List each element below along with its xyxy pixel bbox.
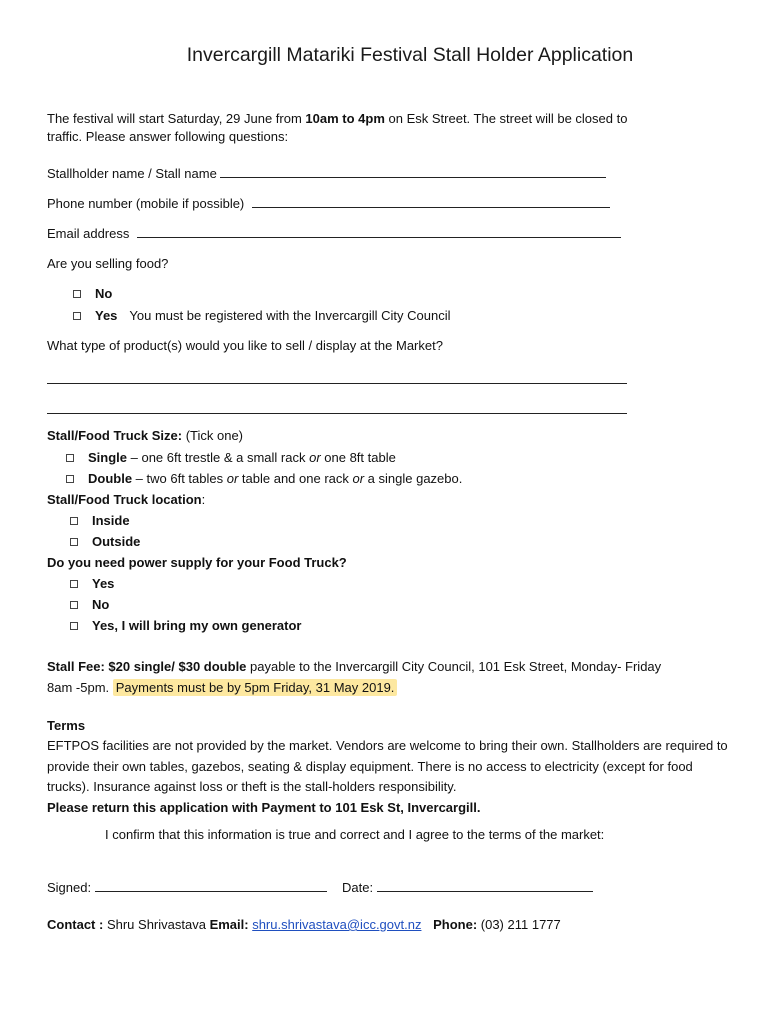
intro-time: 10am to 4pm — [305, 111, 385, 126]
contact-name: Shru Shrivastava — [103, 917, 210, 932]
contact-label: Contact : — [47, 917, 104, 932]
size-hint: (Tick one) — [182, 428, 243, 443]
signed-label: Signed: — [47, 880, 92, 895]
signature-field[interactable] — [47, 878, 327, 895]
location-heading — [47, 492, 205, 507]
option-label: Double — [88, 471, 133, 486]
size-heading-label: Stall/Food Truck Size: — [47, 428, 183, 443]
terms-heading-label: Terms — [47, 718, 86, 733]
contact-line — [47, 917, 561, 932]
option-label: Single — [88, 450, 128, 465]
location-heading-label: Stall/Food Truck location — [47, 492, 202, 507]
checkbox[interactable] — [66, 475, 74, 483]
power-option-no[interactable] — [70, 597, 109, 612]
checkbox[interactable] — [70, 601, 78, 609]
payment-deadline: Payments must be by 5pm Friday, 31 May 2019. — [113, 679, 398, 696]
option-desc: or — [309, 450, 321, 465]
option-desc: or — [226, 471, 239, 486]
option-label: Inside — [92, 513, 130, 528]
checkbox[interactable] — [73, 290, 81, 298]
option-desc: or — [352, 471, 365, 486]
power-option-yes[interactable] — [70, 576, 114, 591]
food-question: Are you selling food? — [47, 256, 169, 271]
stallholder-input-line[interactable] — [220, 164, 606, 178]
email-label: Email: — [209, 917, 249, 932]
option-desc: one 8ft table — [320, 450, 396, 465]
terms-heading — [47, 718, 85, 733]
stallholder-field[interactable] — [47, 164, 606, 181]
checkbox[interactable] — [70, 517, 78, 525]
checkbox[interactable] — [70, 622, 78, 630]
product-question: What type of product(s) would you like to sell / display at the Market? — [47, 338, 443, 353]
page-title: Invercargill Matariki Festival Stall Holder Application — [186, 44, 634, 66]
phone-input-line[interactable] — [252, 194, 610, 208]
confirmation-statement: I confirm that this information is true and correct and I agree to the terms of the market: — [105, 827, 605, 842]
option-desc: – two 6ft tables — [132, 471, 227, 486]
option-desc: table and one rack — [238, 471, 353, 486]
email-field[interactable] — [47, 224, 621, 241]
date-line[interactable] — [377, 878, 593, 892]
option-desc: a single gazebo. — [364, 471, 463, 486]
power-option-generator[interactable] — [70, 618, 302, 633]
intro-line-1 — [47, 111, 627, 126]
terms-body: EFTPOS facilities are not provided by the market. Vendors are welcome to bring their own. Stallholders are required to provide their own tables, gazebos, seating & display equipment. There is no access to electricity (except for food trucks). Insurance against loss or theft is the stall-holders responsibility. — [47, 738, 728, 794]
fee-line-1 — [47, 659, 661, 674]
phone-field[interactable] — [47, 194, 610, 211]
date-label: Date: — [342, 880, 374, 895]
signature-line[interactable] — [95, 878, 327, 892]
checkbox[interactable] — [73, 312, 81, 320]
fee-line-2 — [47, 680, 397, 695]
option-label: Yes — [95, 308, 118, 323]
fee-text: payable to the Invercargill City Council, 101 Esk Street, Monday- Friday — [246, 659, 662, 674]
return-instructions — [47, 800, 480, 815]
checkbox[interactable] — [70, 538, 78, 546]
return-text: Please return this application with Payment to 101 Esk St, Invercargill. — [47, 800, 481, 815]
phone-label: Phone number (mobile if possible) — [47, 196, 245, 211]
product-answer-line-1[interactable] — [47, 383, 627, 384]
email-label: Email address — [47, 226, 130, 241]
checkbox[interactable] — [70, 580, 78, 588]
option-desc: – one 6ft trestle & a small rack — [127, 450, 310, 465]
email-input-line[interactable] — [137, 224, 621, 238]
contact-email-link[interactable]: shru.shrivastava@icc.govt.nz — [252, 917, 422, 932]
date-field[interactable] — [342, 878, 593, 895]
size-heading — [47, 428, 243, 443]
product-answer-line-2[interactable] — [47, 413, 627, 414]
contact-phone: (03) 211 1777 — [477, 917, 561, 932]
option-label: Yes — [92, 576, 115, 591]
power-heading — [47, 555, 347, 570]
intro-text-2: on Esk Street. The street will be closed to — [384, 111, 628, 126]
location-option-outside[interactable] — [70, 534, 140, 549]
food-option-yes[interactable] — [73, 308, 450, 323]
size-option-single[interactable] — [66, 450, 396, 465]
registration-note: You must be registered with the Invercargill City Council — [129, 308, 451, 323]
option-label: Outside — [92, 534, 141, 549]
size-option-double[interactable] — [66, 471, 462, 486]
power-heading-label: Do you need power supply for your Food Truck? — [47, 555, 347, 570]
stallholder-label: Stallholder name / Stall name — [47, 166, 217, 181]
option-label: No — [95, 286, 113, 301]
phone-label: Phone: — [433, 917, 478, 932]
intro-line-2: traffic. Please answer following questions: — [47, 129, 289, 144]
location-colon: : — [201, 492, 206, 507]
food-option-no[interactable] — [73, 286, 112, 301]
option-label: Yes, I will bring my own generator — [92, 618, 302, 633]
checkbox[interactable] — [66, 454, 74, 462]
fee-hours: 8am -5pm. — [47, 680, 113, 695]
intro-text: The festival will start Saturday, 29 June from — [47, 111, 306, 126]
location-option-inside[interactable] — [70, 513, 130, 528]
option-label: No — [92, 597, 110, 612]
fee-amount: Stall Fee: $20 single/ $30 double — [47, 659, 247, 674]
